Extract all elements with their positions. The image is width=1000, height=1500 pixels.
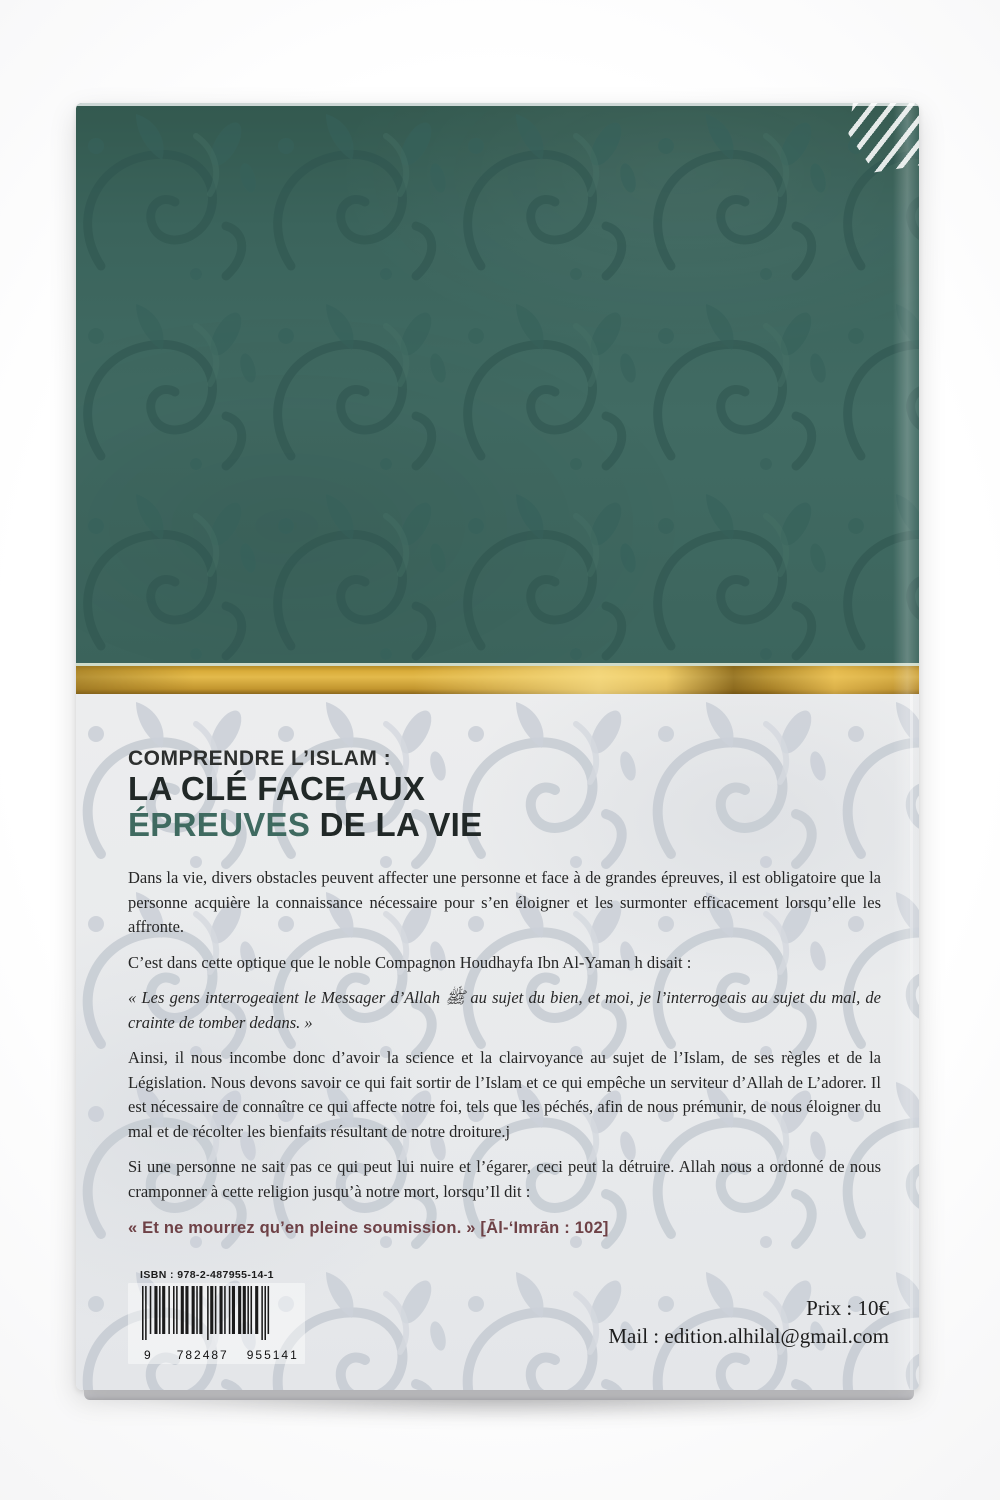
barcode-box	[128, 1283, 305, 1364]
cover-text-block	[128, 746, 881, 1239]
barcode-digits	[142, 1348, 299, 1362]
price-contact-block	[608, 1294, 889, 1350]
back-cover-copy	[128, 866, 881, 1239]
contact-email: Mail : edition.alhilal@gmail.com	[608, 1324, 889, 1348]
book-title-line2-rest: DE LA VIE	[310, 806, 483, 843]
hadith-quote: « Les gens interrogeaient le Messager d’Allah ﷺ au sujet du bien, et moi, je l’interrogeais au sujet du mal, de crainte de tomber dedans. »	[128, 988, 881, 1032]
body-paragraph-1: Dans la vie, divers obstacles peuvent affecter une personne et face à de grandes épreuves, il est obligatoire que la personne acquière la connaissance nécessaire pour s’en éloigner et les surmonter efficacement lorsqu’elle les affronte.	[128, 868, 881, 936]
price-label: Prix : 10€	[806, 1296, 889, 1320]
isbn-block	[128, 1269, 318, 1364]
damask-pattern-teal	[76, 106, 919, 666]
ean-barcode-icon	[142, 1286, 282, 1342]
barcode-digits-left-group: 782487	[176, 1348, 229, 1362]
isbn-label: ISBN : 978-2-487955-14-1	[140, 1269, 274, 1281]
book-title-kicker: COMPRENDRE L’ISLAM :	[128, 747, 392, 770]
body-paragraph-2: C’est dans cette optique que le noble Compagnon Houdhayfa Ibn Al-Yaman h disait :	[128, 952, 692, 972]
shrink-wrap-crease	[910, 694, 913, 1390]
gold-sheen	[76, 666, 919, 694]
book-title-accent: ÉPREUVES	[128, 806, 311, 843]
body-paragraph-3: Ainsi, il nous incombe donc d’avoir la science et la clairvoyance au sujet de l’Islam, de ses règles et de la Législation. Nous devons savoir ce qui fait sortir de l’Islam et ce qui empêche un serviteur d’Allah de L’adorer. Il est nécessaire de connaître ce qui affecte notre foi, tels que les péchés, afin de nous prémunir, de nous éloigner du mal et de récolter les bienfaits résultant de notre droiture.j	[128, 1048, 881, 1141]
barcode-digit-lead: 9	[144, 1348, 151, 1362]
book-title-line1: LA CLÉ FACE AUX	[128, 770, 426, 807]
quran-verse: « Et ne mourrez qu’en pleine soumission. » [Āl-‘Imrān : 102]	[128, 1219, 609, 1237]
cover-top-panel	[76, 103, 919, 666]
book-back-cover	[76, 103, 919, 1390]
gold-stripe	[76, 663, 919, 694]
barcode-digits-right-group: 955141	[246, 1348, 299, 1362]
cover-bottom-panel	[76, 694, 919, 1390]
cover-footer	[128, 1269, 889, 1364]
body-paragraph-4: Si une personne ne sait pas ce qui peut lui nuire et l’égarer, ceci peut la détruire. Allah nous a ordonné de nous cramponner à cette religion jusqu’à notre mort, lorsqu’Il dit :	[128, 1157, 881, 1201]
book-title-line2	[128, 807, 881, 843]
